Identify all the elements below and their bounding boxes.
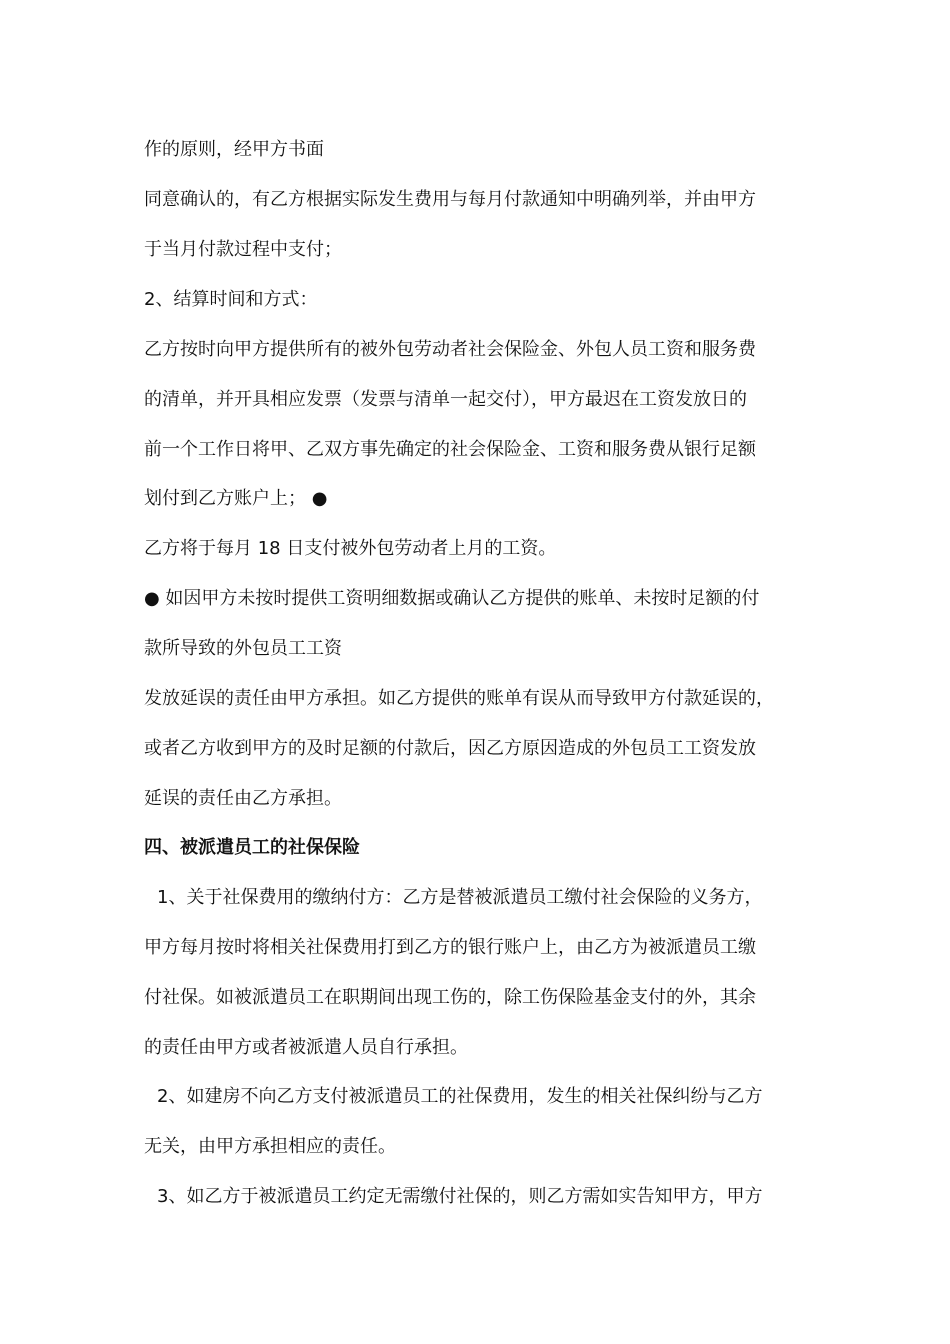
paragraph-line: 3、如乙方于被派遣员工约定无需缴付社保的，则乙方需如实告知甲方，甲方 — [157, 1186, 763, 1207]
paragraph-line: 2、如建房不向乙方支付被派遣员工的社保费用，发生的相关社保纠纷与乙方 — [157, 1086, 763, 1107]
paragraph-line: 乙方将于每月 18 日支付被外包劳动者上月的工资。 — [144, 538, 557, 559]
section-subheading: 2、结算时间和方式： — [144, 289, 318, 310]
paragraph-line: 的责任由甲方或者被派遣人员自行承担。 — [144, 1037, 468, 1058]
paragraph-line: 于当月付款过程中支付； — [144, 239, 342, 260]
paragraph-line: 无关，由甲方承担相应的责任。 — [144, 1136, 396, 1157]
paragraph-line: 划付到乙方账户上； ● — [144, 488, 328, 509]
paragraph-line: 作的原则，经甲方书面 — [144, 139, 324, 160]
paragraph-line: 延误的责任由乙方承担。 — [144, 788, 342, 809]
paragraph-line: 的清单，并开具相应发票（发票与清单一起交付），甲方最迟在工资发放日的 — [144, 389, 747, 410]
paragraph-line: 1、关于社保费用的缴纳付方：乙方是替被派遣员工缴付社会保险的义务方， — [157, 887, 763, 908]
paragraph-line: 前一个工作日将甲、乙双方事先确定的社会保险金、工资和服务费从银行足额 — [144, 439, 756, 460]
paragraph-line: 甲方每月按时将相关社保费用打到乙方的银行账户上，由乙方为被派遣员工缴 — [144, 937, 756, 958]
paragraph-line: 同意确认的，有乙方根据实际发生费用与每月付款通知中明确列举，并由甲方 — [144, 189, 756, 210]
paragraph-line: 乙方按时向甲方提供所有的被外包劳动者社会保险金、外包人员工资和服务费 — [144, 339, 756, 360]
section-heading: 四、被派遣员工的社保保险 — [144, 837, 360, 858]
paragraph-line: 发放延误的责任由甲方承担。如乙方提供的账单有误从而导致甲方付款延误的， — [144, 688, 774, 709]
paragraph-line: 或者乙方收到甲方的及时足额的付款后，因乙方原因造成的外包员工工资发放 — [144, 738, 756, 759]
paragraph-line: 款所导致的外包员工工资 — [144, 638, 342, 659]
bullet-line: ● 如因甲方未按时提供工资明细数据或确认乙方提供的账单、未按时足额的付 — [144, 588, 760, 609]
paragraph-line: 付社保。如被派遣员工在职期间出现工伤的，除工伤保险基金支付的外，其余 — [144, 987, 756, 1008]
